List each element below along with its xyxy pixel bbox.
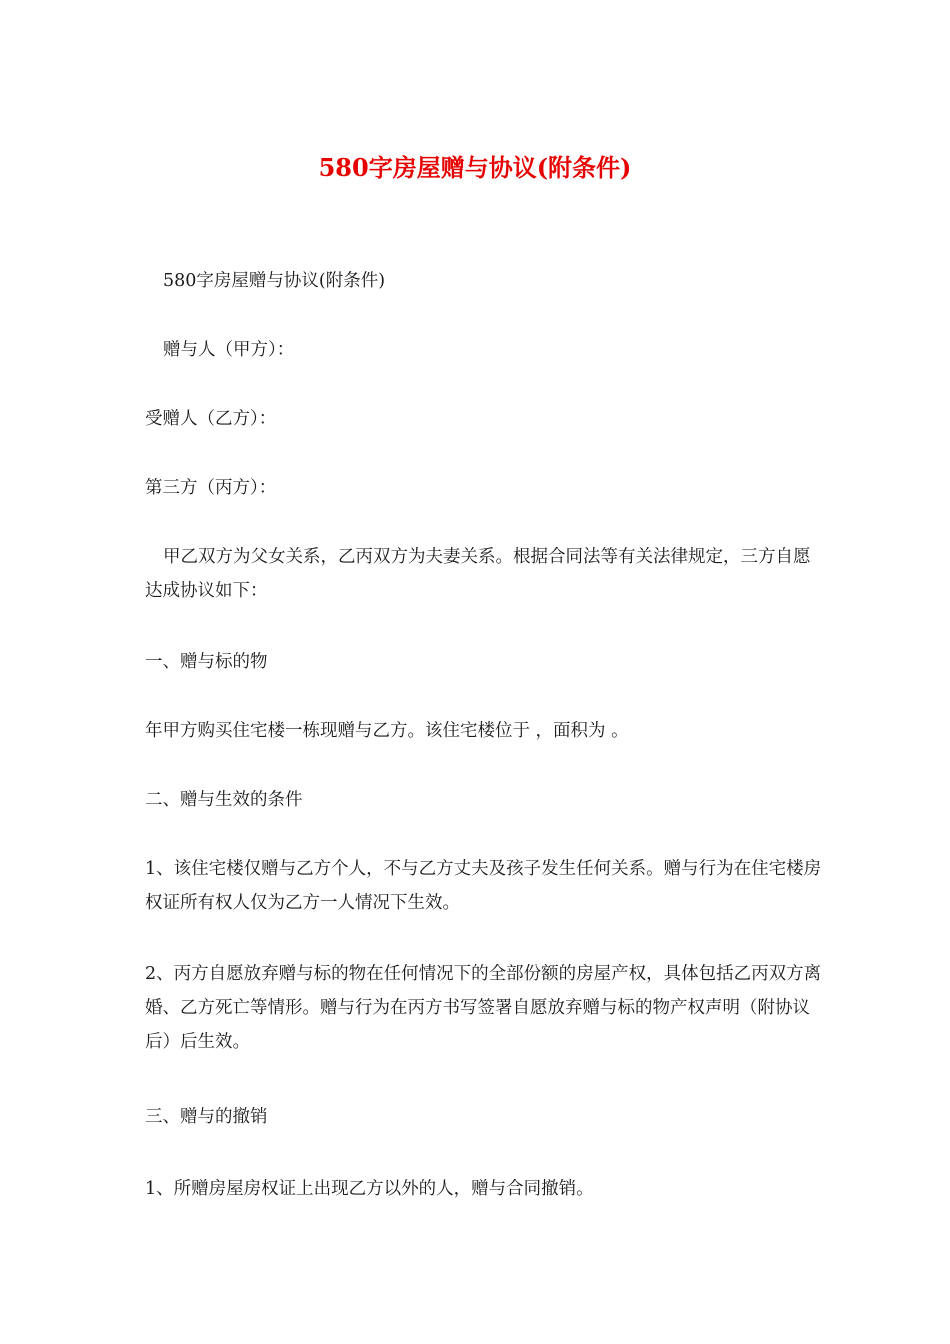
section2-item-1: 1、该住宅楼仅赠与乙方个人，不与乙方丈夫及孩子发生任何关系。赠与行为在住宅楼房权证所有权人仅为乙方一人情况下生效。 [145,859,822,913]
paragraph-third-party: 第三方（丙方）： [145,478,277,498]
paragraph-donor: 赠与人（甲方）： [163,340,295,360]
section1-body: 年甲方购买住宅楼一栋现赠与乙方。该住宅楼位于 ，面积为 。 [145,721,629,741]
paragraph-intro: 甲乙双方为父女关系，乙丙双方为夫妻关系。根据合同法等有关法律规定，三方自愿达成协议如下： [145,547,811,601]
document-title: 580字房屋赠与协议(附条件) [318,153,632,182]
paragraph-heading-repeat: 580字房屋赠与协议(附条件) [163,271,386,291]
paragraph-donee: 受赠人（乙方）： [145,409,277,429]
section3-title: 三、赠与的撤销 [145,1107,268,1127]
section2-title: 二、赠与生效的条件 [145,790,303,810]
section1-title: 一、赠与标的物 [145,652,268,672]
section2-item-2: 2、丙方自愿放弃赠与标的物在任何情况下的全部份额的房屋产权，具体包括乙丙双方离婚、乙方死亡等情形。赠与行为在丙方书写签署自愿放弃赠与标的物产权声明（附协议后）后生效。 [145,964,822,1052]
section3-item-1: 1、所赠房屋房权证上出现乙方以外的人，赠与合同撤销。 [145,1179,594,1199]
